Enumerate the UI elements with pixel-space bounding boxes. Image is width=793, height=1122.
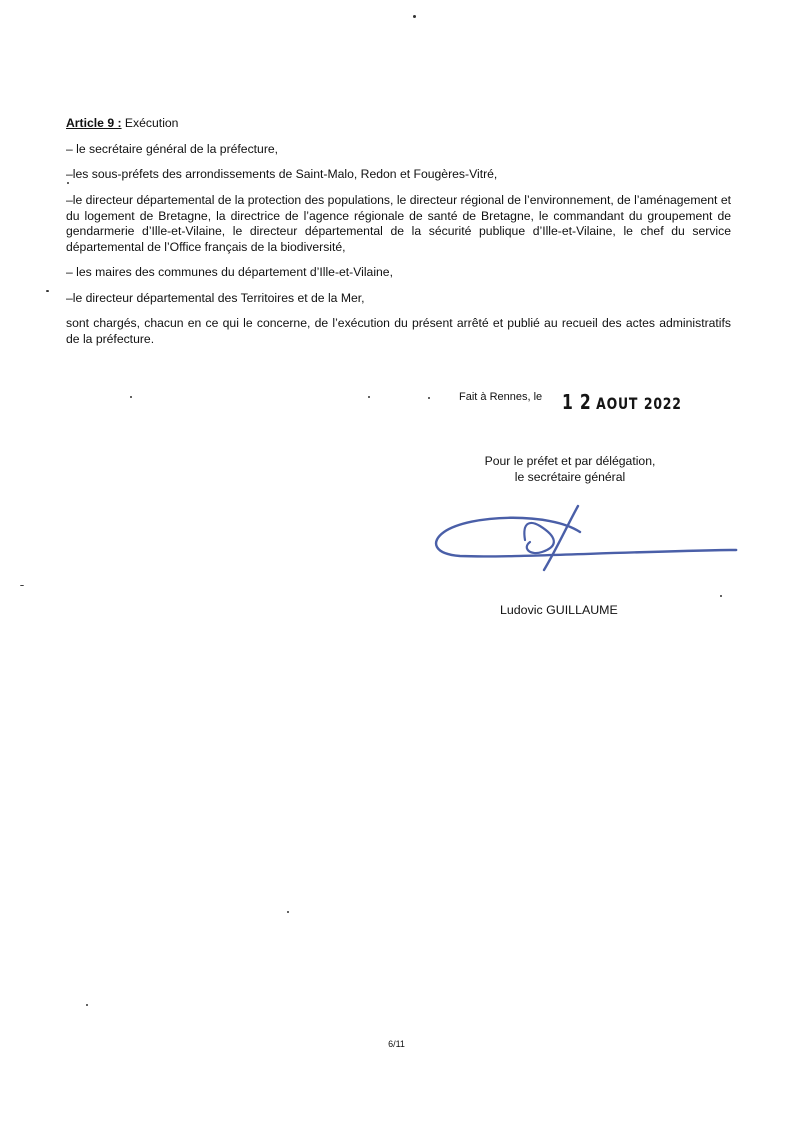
scan-speck [46,290,49,292]
item-text: le directeur départemental des Territoires et de la Mer, [72,291,365,305]
article-heading [66,116,178,130]
dash: – [66,142,73,156]
scan-speck [720,595,722,597]
date-day: 1 2 [562,390,592,414]
item-text: le directeur départemental de la protection des populations, le directeur régional de l’environnement, de l’aménagement et du logement de Bretagne, la directrice de l’agence régionale de santé de Bretagne, le commandant du groupement de gendarmerie d’Ille-et-Vilaine, le directeur départemental de la sécurité publique d’Ille-et-Vilaine, le chef du service départemental de l’Office français de la biodiversité, [66,193,731,254]
list-item [66,193,731,255]
list-item [66,265,731,281]
date-year: 2022 [643,394,682,413]
item-text: les sous-préfets des arrondissements de Saint-Malo, Redon et Fougères-Vitré, [72,167,498,181]
closing-paragraph [66,316,731,347]
delegation-block [440,454,700,485]
dash: – [66,291,73,305]
scan-speck [368,396,370,398]
dash: – [66,193,73,207]
item-text: le secrétaire général de la préfecture, [76,142,279,156]
scan-speck [413,15,416,18]
scan-speck [130,396,132,398]
dash: – [66,167,73,181]
closing-text: sont chargés, chacun en ce qui le concerne, de l’exécution du présent arrêté et publié au recueil des actes administratifs de la préfecture. [66,316,731,346]
fait-a-label: Fait à Rennes, le [459,391,543,403]
item-text: les maires des communes du département d’Ille-et-Vilaine, [76,265,393,279]
delegation-line-1: Pour le préfet et par délégation, [484,454,656,468]
scan-speck [20,585,24,586]
date-month: AOUT [596,394,639,413]
list-item [66,167,731,183]
list-item [66,142,731,158]
page-number: 6/11 [388,1039,405,1049]
delegation-line-2: le secrétaire général [514,469,626,484]
handwritten-signature [430,502,750,582]
list-item [66,291,731,307]
dash: – [66,265,73,279]
article-number: Article 9 : [66,116,122,130]
scan-speck [287,911,289,913]
scan-speck [86,1004,88,1006]
signer-name: Ludovic GUILLAUME [500,603,618,617]
date-stamp [562,390,682,414]
scan-speck [67,182,69,184]
article-title: Exécution [121,116,179,130]
scan-speck [428,397,430,399]
